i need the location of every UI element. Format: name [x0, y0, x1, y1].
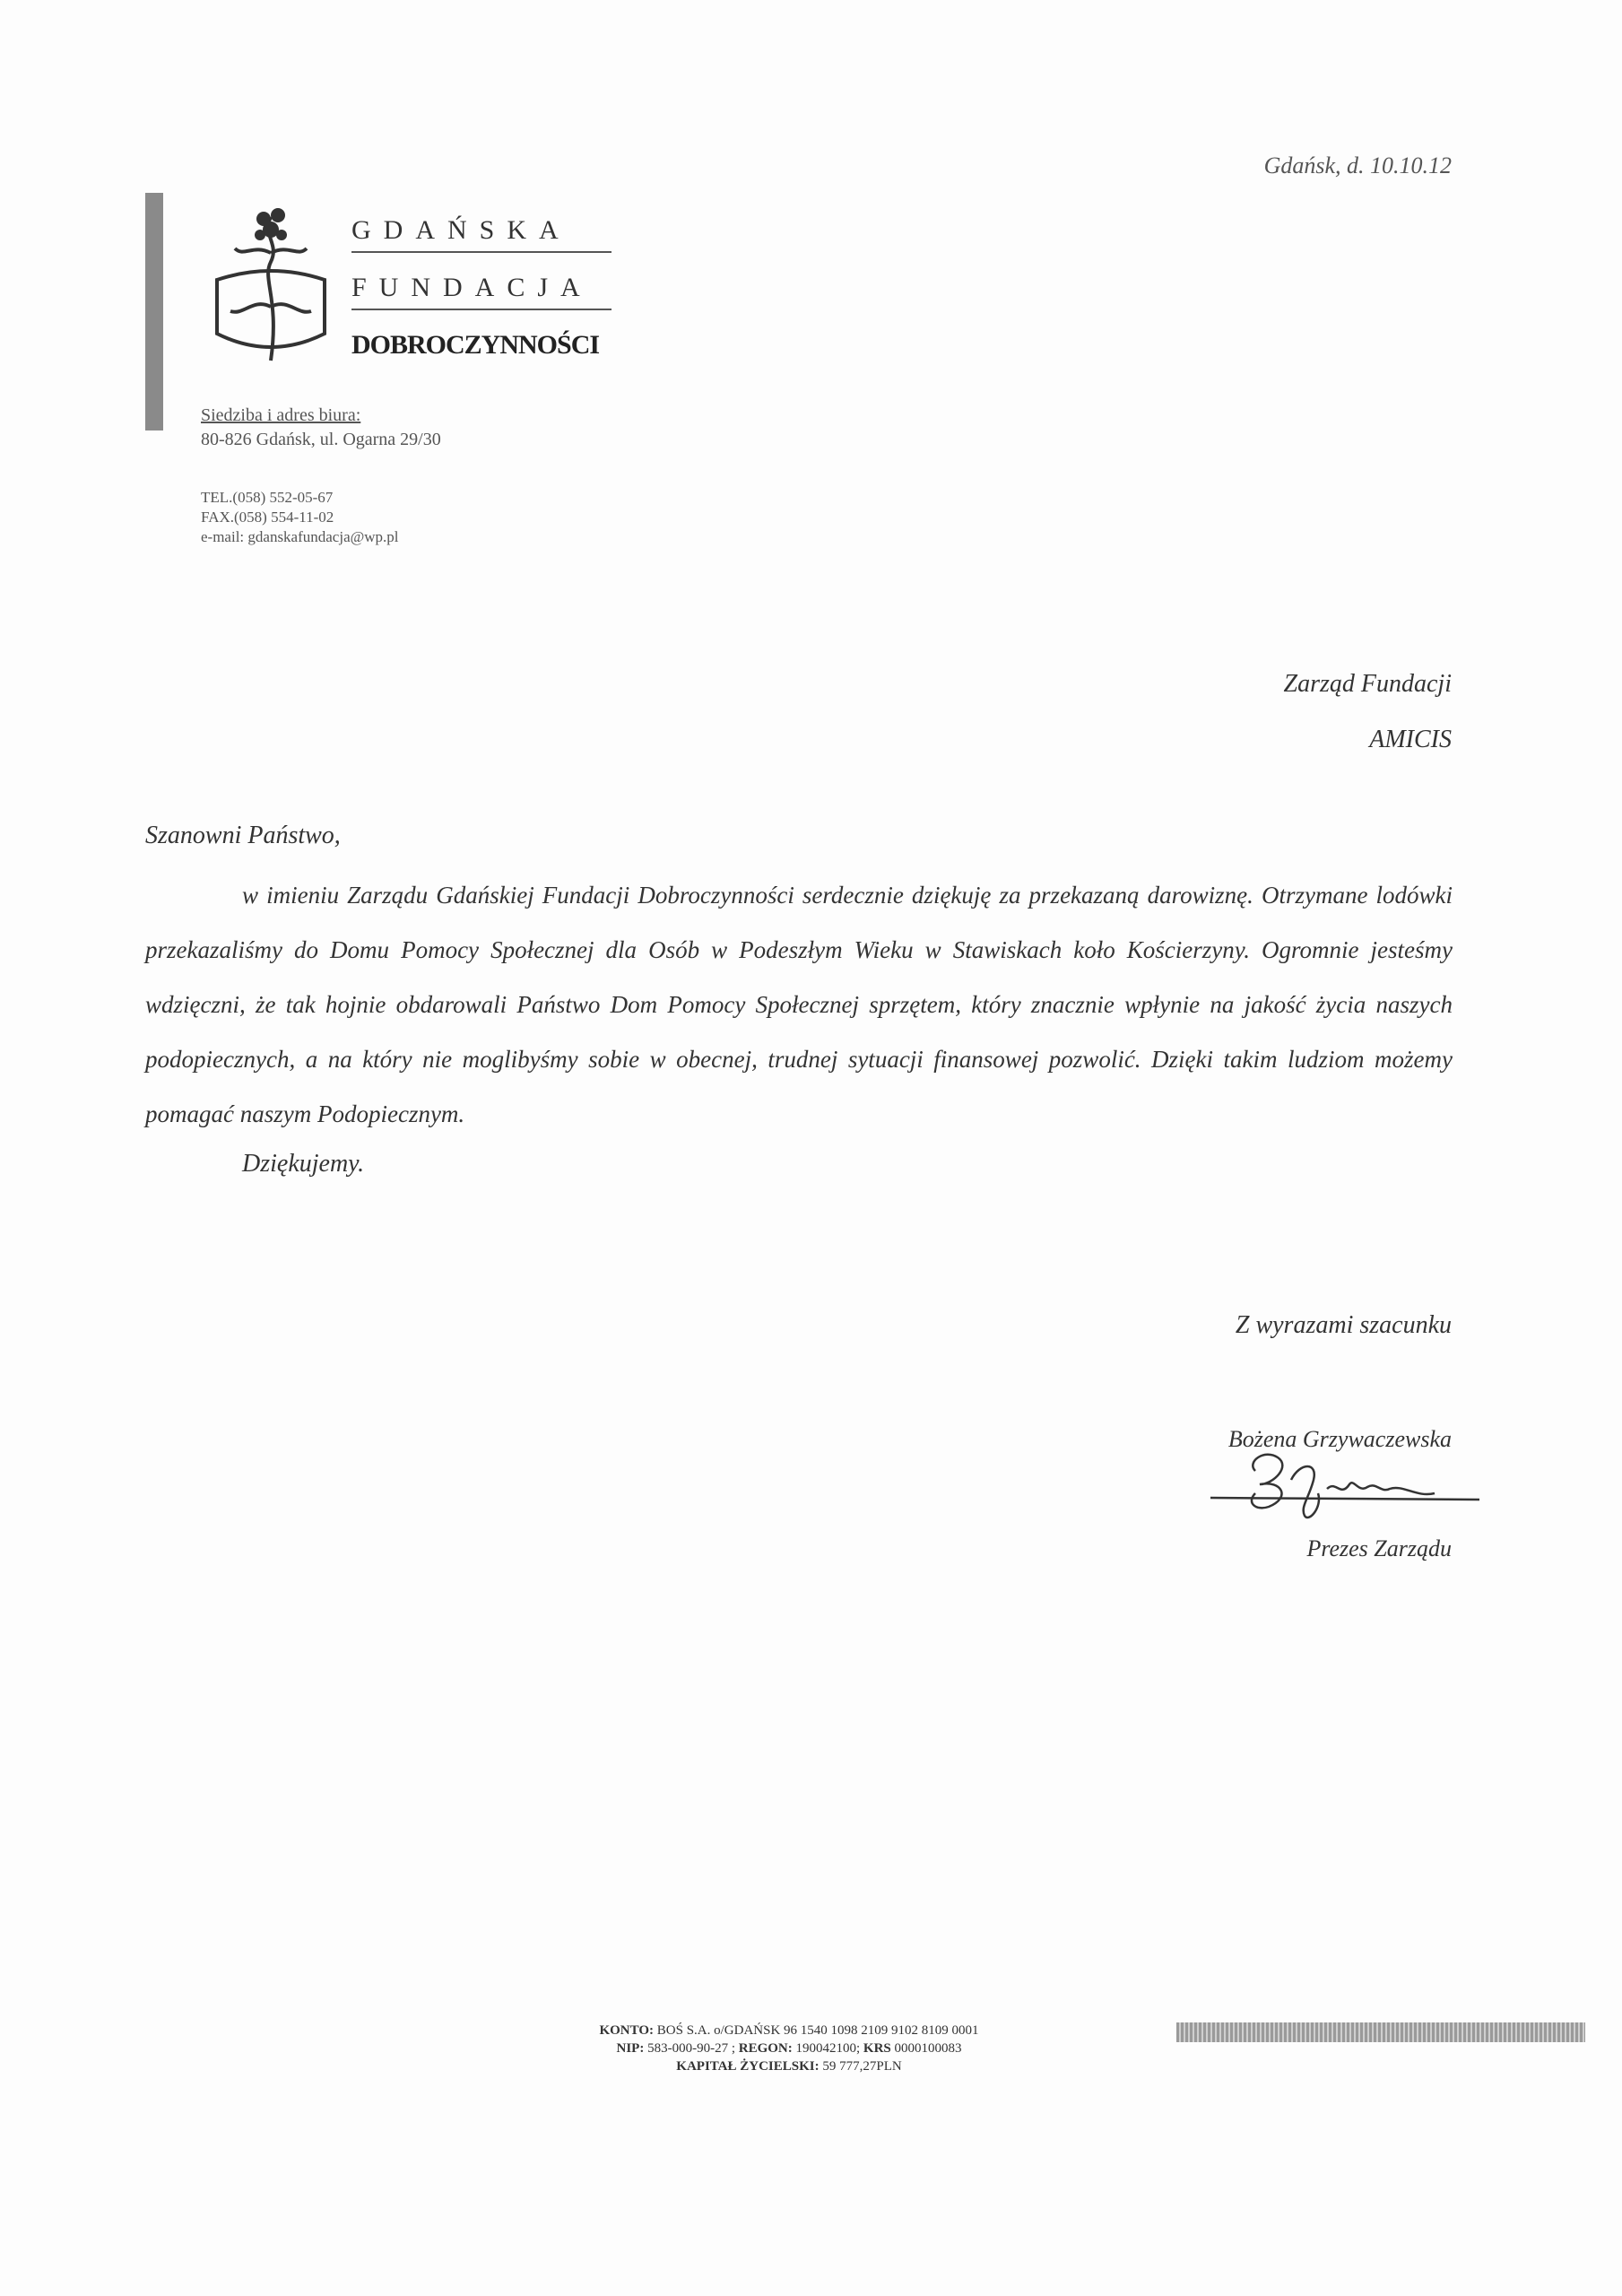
org-name-line-1: GDAŃSKA: [351, 215, 612, 253]
footer: [430, 2022, 1148, 2075]
footer-nip-label: NIP:: [616, 2041, 645, 2056]
letter-date: Gdańsk, d. 10.10.12: [1263, 152, 1452, 178]
fax-number: FAX.(058) 554-11-02: [201, 509, 334, 526]
footer-line-2: [430, 2039, 1148, 2057]
signer-role: Prezes Zarządu: [1306, 1535, 1452, 1561]
phone-number: TEL.(058) 552-05-67: [201, 489, 334, 506]
footer-regon-label: REGON:: [738, 2041, 793, 2056]
footer-account-value: BOŚ S.A. o/GDAŃSK 96 1540 1098 2109 9102 8109 0001: [656, 2023, 979, 2038]
footer-decorative-bar: [1176, 2022, 1585, 2042]
footer-krs-value: 0000100083: [894, 2041, 962, 2056]
contact-block: [201, 488, 399, 547]
salutation: Szanowni Państwo,: [145, 822, 341, 849]
footer-line-1: [430, 2022, 1148, 2039]
footer-regon-value: 190042100;: [795, 2041, 861, 2056]
address-label: Siedziba i adres biura:: [201, 405, 361, 425]
footer-krs-label: KRS: [863, 2041, 891, 2056]
footer-capital-value: 59 777,27PLN: [822, 2059, 902, 2074]
email-address: e-mail: gdanskafundacja@wp.pl: [201, 528, 399, 545]
foundation-logo-icon: [208, 199, 334, 370]
footer-nip-value: 583-000-90-27 ;: [647, 2041, 735, 2056]
organization-name: [351, 215, 620, 386]
address-text: 80-826 Gdańsk, ul. Ogarna 29/30: [201, 430, 441, 449]
address-block: [201, 404, 441, 452]
recipient-line-1: Zarząd Fundacji: [1283, 670, 1452, 698]
footer-capital-label: KAPITAŁ ŻYCIELSKI:: [676, 2059, 820, 2074]
thanks-line: Dziękujemy.: [242, 1150, 365, 1178]
recipient-block: [1284, 657, 1452, 768]
handwritten-signature-icon: [1193, 1444, 1488, 1525]
org-name-line-3: DOBROCZYNNOŚCI: [351, 330, 600, 360]
org-name-line-2: FUNDACJA: [351, 273, 612, 310]
closing-line: Z wyrazami szacunku: [1235, 1311, 1452, 1339]
signer-name: Bożena Grzywaczewska: [1227, 1426, 1452, 1452]
letterhead-bar: [145, 193, 163, 430]
footer-account-label: KONTO:: [599, 2023, 655, 2038]
footer-line-3: [430, 2057, 1148, 2075]
letter-body: w imieniu Zarządu Gdańskiej Fundacji Dobroczynności serdecznie dziękuję za przekazaną darowiznę. Otrzymane lodówki przekazaliśmy do Domu Pomocy Społecznej dla Osób w Podeszłym Wieku w Stawiskach koło Kościerzyny. Ogromnie jesteśmy wdzięczni, że tak hojnie obdarowali Państwo Dom Pomocy Społecznej sprzętem, który znacznie wpłynie na jakość życia naszych podopiecznych, a na który nie moglibyśmy sobie w obecnej, trudnej sytuacji finansowej pozwolić. Dzięki takim ludziom możemy pomagać naszym Podopiecznym.: [145, 882, 1453, 1127]
recipient-line-2: AMICIS: [1369, 726, 1452, 753]
